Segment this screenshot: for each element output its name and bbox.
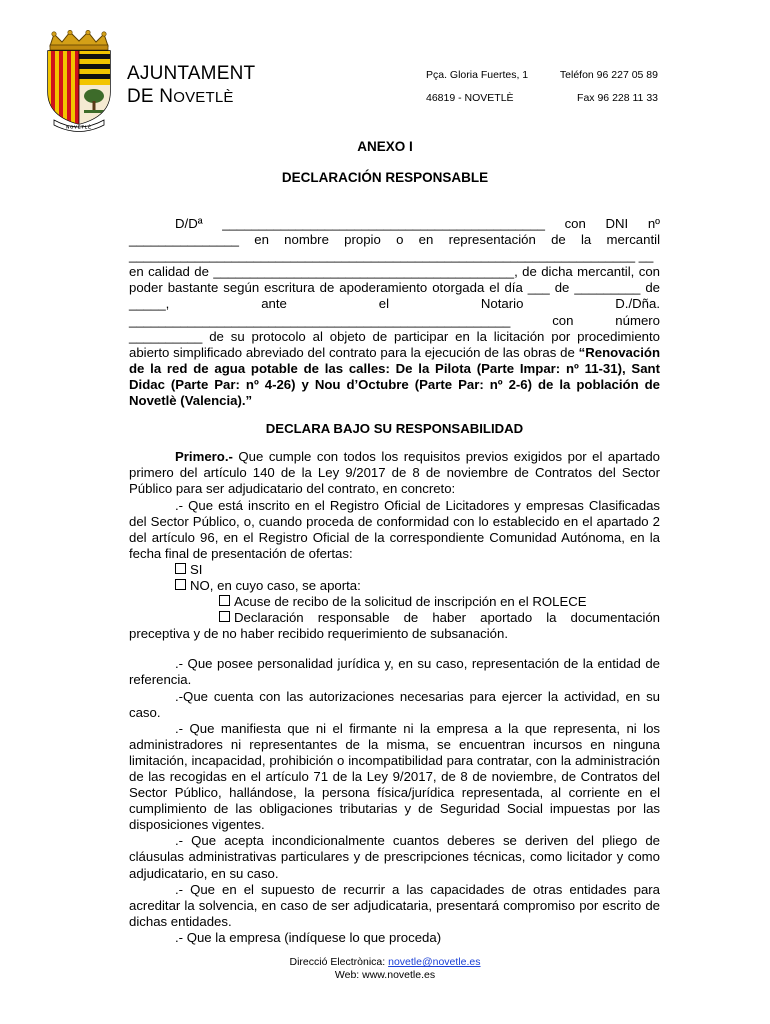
crest-ribbon-label: NOVETLÈ <box>66 124 92 130</box>
footer-email-link[interactable]: novetle@novetle.es <box>388 956 481 968</box>
footer-email-label: Direcció Electrònica: <box>289 956 389 968</box>
document-body <box>129 216 660 946</box>
org-name-line1: AJUNTAMENT <box>127 63 256 84</box>
address-street: Pça. Gloria Fuertes, 1 <box>426 69 529 81</box>
sub-option-rolece <box>129 594 660 610</box>
declaration-title: DECLARACIÓN RESPONSABLE <box>281 170 489 185</box>
footer <box>0 956 770 982</box>
checkbox-declaracion[interactable] <box>219 611 230 622</box>
org-name-line2-prefix: DE N <box>127 86 174 107</box>
option-no <box>129 578 660 594</box>
checkbox-rolece[interactable] <box>219 595 230 606</box>
contract-title: “Renovación de la red de agua potable de las calles: De la Pilota (Parte Impar: nº 11-31), Sant Didac (Parte Par: nº 4-26) y Nou d’Octubre (Parte Par: nº 2-6) de la población de Novetlè (Valencia).” <box>129 344 660 409</box>
footer-web: Web: www.novetle.es <box>334 969 436 981</box>
autorizaciones-paragraph: .-Que cuenta con las autorizaciones necesarias para ejercer la actividad, en su caso. <box>129 688 660 720</box>
empresa-paragraph: .- Que la empresa (indíquese lo que proceda) <box>175 929 442 945</box>
option-si-label: SI <box>190 561 203 577</box>
intro-paragraph-2 <box>129 264 660 409</box>
acepta-paragraph: .- Que acepta incondicionalmente cuantos deberes se deriven del pliego de cláusulas administrativas particulares y de prescripciones técnicas, como licitador y como adjudicatario, en su caso. <box>129 833 660 881</box>
address-city: 46819 - NOVETLÈ <box>426 92 514 104</box>
sub-option-declaracion <box>129 610 660 642</box>
org-name-line2 <box>127 85 255 109</box>
sub-option-rolece-label: Acuse de recibo de la solicitud de inscripción en el ROLECE <box>234 594 587 610</box>
sub-option-declaracion-label: Declaración responsable de haber aportado la documentación preceptiva y de no haber recibido requerimiento de subsanación. <box>129 610 660 642</box>
checkbox-no[interactable] <box>175 579 186 590</box>
option-si <box>129 562 660 578</box>
first-text: Que cumple con todos los requisitos previos exigidos por el apartado primero del artículo 140 de la Ley 9/2017 de 8 de noviembre de Contratos del Sector Público para ser adjudicatario del contrato, en concreto: <box>129 449 660 497</box>
first-label: Primero.- <box>175 449 233 465</box>
intro-text: en calidad de _________________________________________, de dicha mercantil, con poder bastante según escritura de apoderamiento otorgada el día ___ de _________ de _____, ante el Notario D./Dña. ____________________________________________________ con número __________ de su protocolo al objeto de participar en la licitación por procedimiento abierto simplificado abreviado del contrato para la ejecución de las obras de <box>129 264 660 360</box>
footer-email-line <box>0 956 770 969</box>
org-name-line2-small: OVETLÈ <box>173 89 234 106</box>
capacidades-paragraph: .- Que en el supuesto de recurrir a las capacidades de otras entidades para acreditar la solvencia, en caso de ser adjudicataria, presentará compromiso por escrito de dichas entidades. <box>129 881 660 929</box>
intro-paragraph-1: D/Dª ____________________________________________ con DNI nº _______________ en nombre propio o en representación de la mercantil _____________________________________________________________________ __ <box>129 216 660 264</box>
address-fax: Fax 96 228 11 33 <box>577 92 658 104</box>
manifiesta-paragraph: .- Que manifiesta que ni el firmante ni la empresa a la que representa, ni los administradores ni representantes de la misma, se encuentran incursos en ninguna limitación, incapacidad, prohibición o incompatibilidad para contratar, con la administración de las recogidas en el artículo 71 de la Ley 9/2017, de 8 de noviembre, de Contratos del Sector Público, hallándose, la persona física/jurídica representada, al corriente en el cumplimiento de las obligaciones tributarias y de Seguridad Social impuestas por las disposiciones vigentes. <box>129 720 660 833</box>
annex-title: ANEXO I <box>357 139 413 154</box>
address-phone: Teléfon 96 227 05 89 <box>559 69 658 81</box>
org-name <box>127 62 255 109</box>
personalidad-paragraph: .- Que posee personalidad jurídica y, en su caso, representación de la entidad de referencia. <box>129 656 660 688</box>
section-title: DECLARA BAJO SU RESPONSABILIDAD <box>265 421 524 437</box>
first-paragraph <box>129 449 660 497</box>
registro-paragraph: .- Que está inscrito en el Registro Oficial de Licitadores y empresas Clasificadas del Sector Público, o, cuando proceda de conformidad con lo establecido en el apartado 2 del artículo 96, en el Registro Oficial de la correspondiente Comunidad Autónoma, en la fecha final de presentación de ofertas: <box>129 497 660 561</box>
option-no-label: NO, en cuyo caso, se aporta: <box>190 577 361 593</box>
municipal-crest-icon <box>40 30 118 132</box>
checkbox-si[interactable] <box>175 563 186 574</box>
